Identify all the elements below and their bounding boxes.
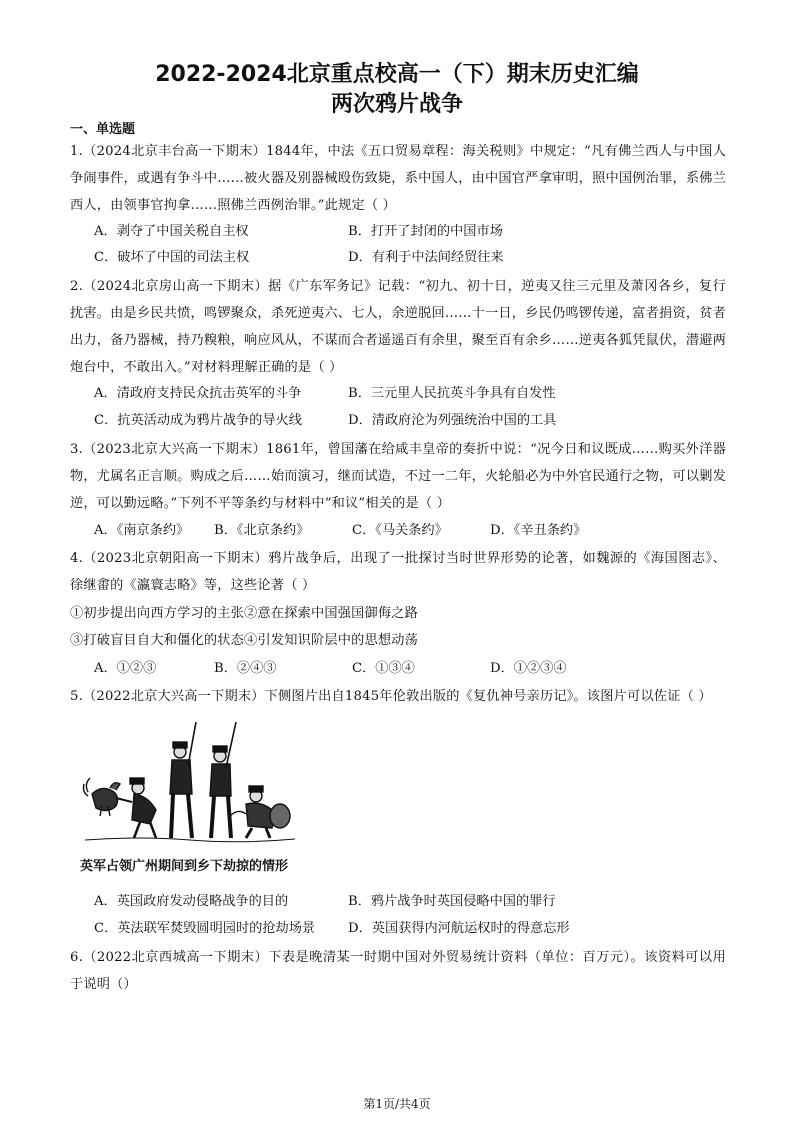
question-2-text: 2.（2024北京房山高一下期末）据《广东军务记》记载：“初九、初十日，逆夷又往三元里及萧冈各乡，复行扰害。由是乡民共愤，鸣锣聚众，杀死逆夷六、七人，余逆脱回……十一日，乡民仍鸣锣传递，富者捐资，贫者出力，备乃器械，持乃糗粮，响应风从，不谋而合者遥遥百有余里，聚至百有余乡……逆夷各狐凭鼠伏，潜避两炮台中，不敢出入。”对材料理解正确的是（ ） xyxy=(70,279,726,375)
option-c: C．①③④ xyxy=(352,661,415,676)
option-d: D．清政府沦为列强统治中国的工具 xyxy=(348,413,557,428)
soldier-standing-1 xyxy=(170,722,198,838)
option-a: A．《南京条约》 xyxy=(94,523,190,538)
option-c: C．抗英活动成为鸦片战争的导火线 xyxy=(94,413,302,428)
historical-engraving-image xyxy=(80,722,300,852)
page-title: 2022-2024北京重点校高一（下）期末历史汇编 xyxy=(155,62,639,87)
question-1-text: 1.（2024北京丰台高一下期末）1844年，中法《五口贸易章程：海关税则》中规定：“凡有佛兰西人与中国人争闹事件，或遇有争斗中……被火器及别器械殴伤致毙，系中国人，由中国官严拿审明，照中国例治罪，系佛兰西人，由领事官拘拿……照佛兰西例治罪。”此规定（ ） xyxy=(70,144,726,213)
option-d: D．《辛丑条约》 xyxy=(490,523,587,538)
question-4-statements-2: ③打破盲目自大和僵化的状态④引发知识阶层中的思想动荡 xyxy=(70,633,419,648)
option-b: B．打开了封闭的中国市场 xyxy=(348,224,503,239)
question-3-text: 3.（2023北京大兴高一下期末）1861年，曾国藩在给咸丰皇帝的奏折中说：“况今日和议既成……购买外洋器物，尤属名正言顺。购成之后……始而演习，继而试造，不过一二年，火轮船必为中外官民通行之物，可以剿发逆，可以勤远略。”下列不平等条约与材料中“和议”相关的是（ ） xyxy=(70,442,726,511)
option-b: B．三元里人民抗英斗争具有自发性 xyxy=(348,386,556,401)
option-c: C．《马关条约》 xyxy=(352,523,448,538)
option-b: B．②④③ xyxy=(214,661,277,676)
question-6-text: 6.（2022北京西城高一下期末）下表是晚清某一时期中国对外贸易统计资料（单位：百万元）。该资料可以用于说明（） xyxy=(70,950,726,992)
figure-caption: 英军占领广州期间到乡下劫掠的情形 xyxy=(80,859,289,874)
question-5-text: 5.（2022北京大兴高一下期末）下侧图片出自1845年伦敦出版的《复仇神号亲历记》。该图片可以佐证（ ） xyxy=(70,689,712,704)
question-4-text: 4.（2023北京朝阳高一下期末）鸦片战争后，出现了一批探讨当时世界形势的论著，如魏源的《海国图志》、徐继畬的《瀛寰志略》等，这些论著（ ） xyxy=(70,551,726,593)
soldier-standing-2 xyxy=(210,722,236,838)
option-a: A．①②③ xyxy=(94,661,157,676)
question-4-statements-1: ①初步提出向西方学习的主张②意在探索中国强国御侮之路 xyxy=(70,606,419,621)
option-a: A．英国政府发动侵略战争的目的 xyxy=(94,894,289,909)
page-subtitle: 两次鸦片战争 xyxy=(330,92,463,117)
option-d: D．①②③④ xyxy=(490,661,567,676)
option-b: B．鸦片战争时英国侵略中国的罪行 xyxy=(348,894,556,909)
rooster-figure xyxy=(84,778,121,816)
option-d: D．英国获得内河航运权时的得意忘形 xyxy=(348,921,570,936)
option-d: D．有利于中法间经贸往来 xyxy=(348,250,504,265)
option-c: C．英法联军焚毁圆明园时的抢劫场景 xyxy=(94,921,316,936)
option-a: A．清政府支持民众抗击英军的斗争 xyxy=(94,386,302,401)
option-c: C．破坏了中国的司法主权 xyxy=(94,250,250,265)
option-b: B．《北京条约》 xyxy=(214,523,310,538)
section-heading: 一、单选题 xyxy=(70,122,136,137)
option-a: A．剥夺了中国关税自主权 xyxy=(94,224,249,239)
page-number: 第1页/共4页 xyxy=(363,1097,431,1111)
soldier-carrying-loot xyxy=(230,786,290,838)
soldier-crouching xyxy=(116,778,156,838)
